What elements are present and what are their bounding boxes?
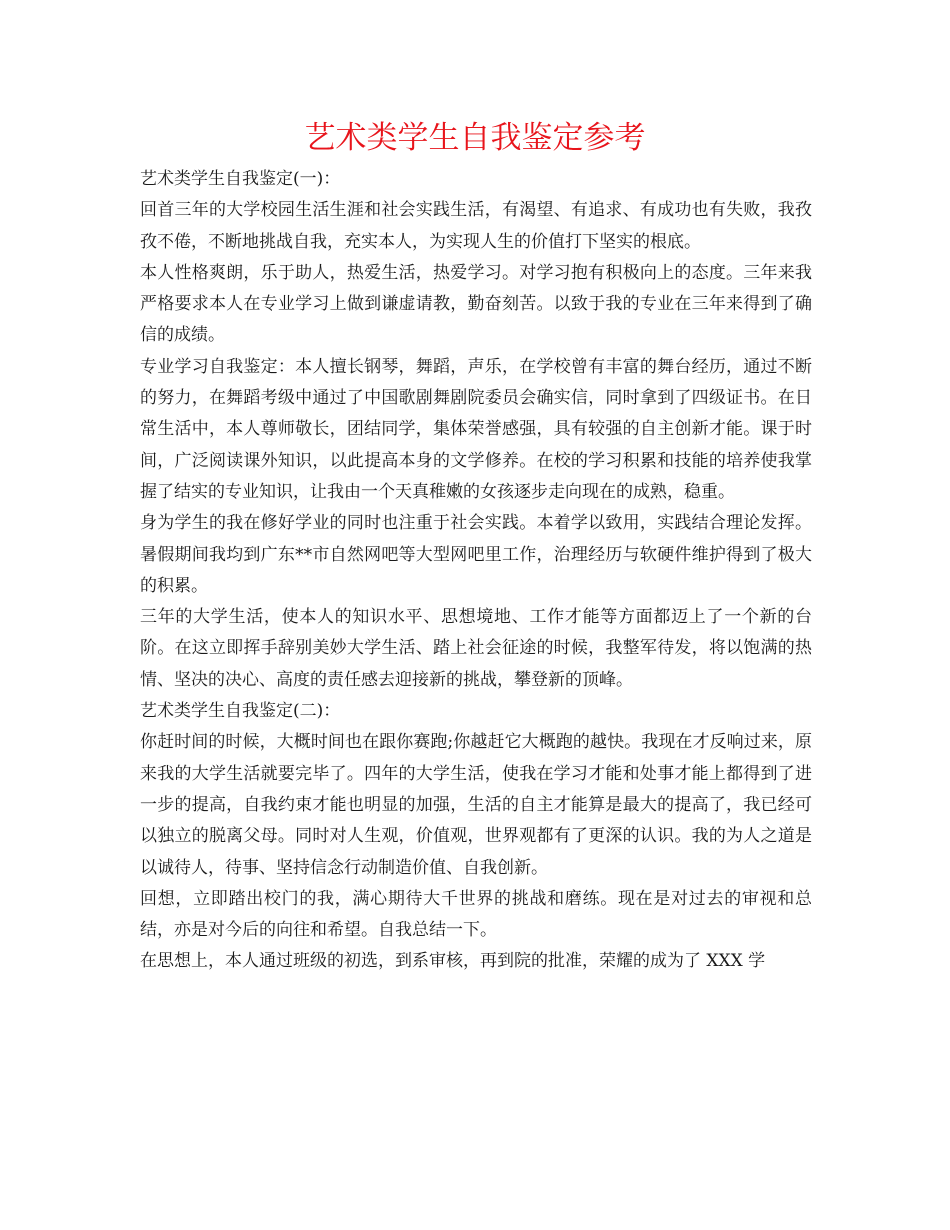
document-title: 艺术类学生自我鉴定参考: [304, 120, 646, 156]
paragraph: 回首三年的大学校园生活生涯和社会实践生活，有渴望、有追求、有成功也有失败，我孜孜不倦，不断地挑战自我，充实本人，为实现人生的价值打下坚实的根底。: [140, 200, 812, 252]
paragraph: 回想，立即踏出校门的我，满心期待大千世界的挑战和磨练。现在是对过去的审视和总结，亦是对今后的向往和希望。自我总结一下。: [140, 888, 812, 941]
paragraph: 本人性格爽朗，乐于助人，热爱生活，热爱学习。对学习抱有积极向上的态度。三年来我严格要求本人在专业学习上做到谦虚请教，勤奋刻苦。以致于我的专业在三年来得到了确信的成绩。: [140, 262, 812, 346]
paragraph: 专业学习自我鉴定：本人擅长钢琴，舞蹈，声乐，在学校曾有丰富的舞台经历，通过不断的努力，在舞蹈考级中通过了中国歌剧舞剧院委员会确实信，同时拿到了四级证书。在日常生活中，本人尊师敬长，团结同学，集体荣誉感强，具有较强的自主创新才能。课于时间，广泛阅读课外知识，以此提高本身的文学修养。在校的学习积累和技能的培养使我掌握了结实的专业知识，让我由一个天真稚嫩的女孩逐步走向现在的成熟，稳重。: [140, 356, 812, 502]
document-body: [140, 164, 812, 978]
paragraph: 身为学生的我在修好学业的同时也注重于社会实践。本着学以致用，实践结合理论发挥。暑假期间我均到广东**市自然网吧等大型网吧里工作，治理经历与软硬件维护得到了极大的积累。: [140, 513, 812, 596]
paragraph: 三年的大学生活，使本人的知识水平、思想境地、工作才能等方面都迈上了一个新的台阶。在这立即挥手辞别美妙大学生活、踏上社会征途的时候，我整军待发，将以饱满的热情、坚决的决心、高度的责任感去迎接新的挑战，攀登新的顶峰。: [140, 607, 812, 690]
section-heading-two: 艺术类学生自我鉴定(二)：: [140, 701, 341, 722]
paragraph: 你赶时间的时候，大概时间也在跟你赛跑;你越赶它大概跑的越快。我现在才反响过来，原来我的大学生活就要完毕了。四年的大学生活，使我在学习才能和处事才能上都得到了进一步的提高，自我约束才能也明显的加强，生活的自主才能算是最大的提高了，我已经可以独立的脱离父母。同时对人生观，价值观，世界观都有了更深的认识。我的为人之道是以诚待人，待事、坚持信念行动制造价值、自我创新。: [140, 732, 812, 878]
section-heading-one: 艺术类学生自我鉴定(一)：: [140, 169, 341, 189]
paragraph: 在思想上，本人通过班级的初选，到系审核，再到院的批准，荣耀的成为了 XXX 学: [140, 951, 766, 972]
